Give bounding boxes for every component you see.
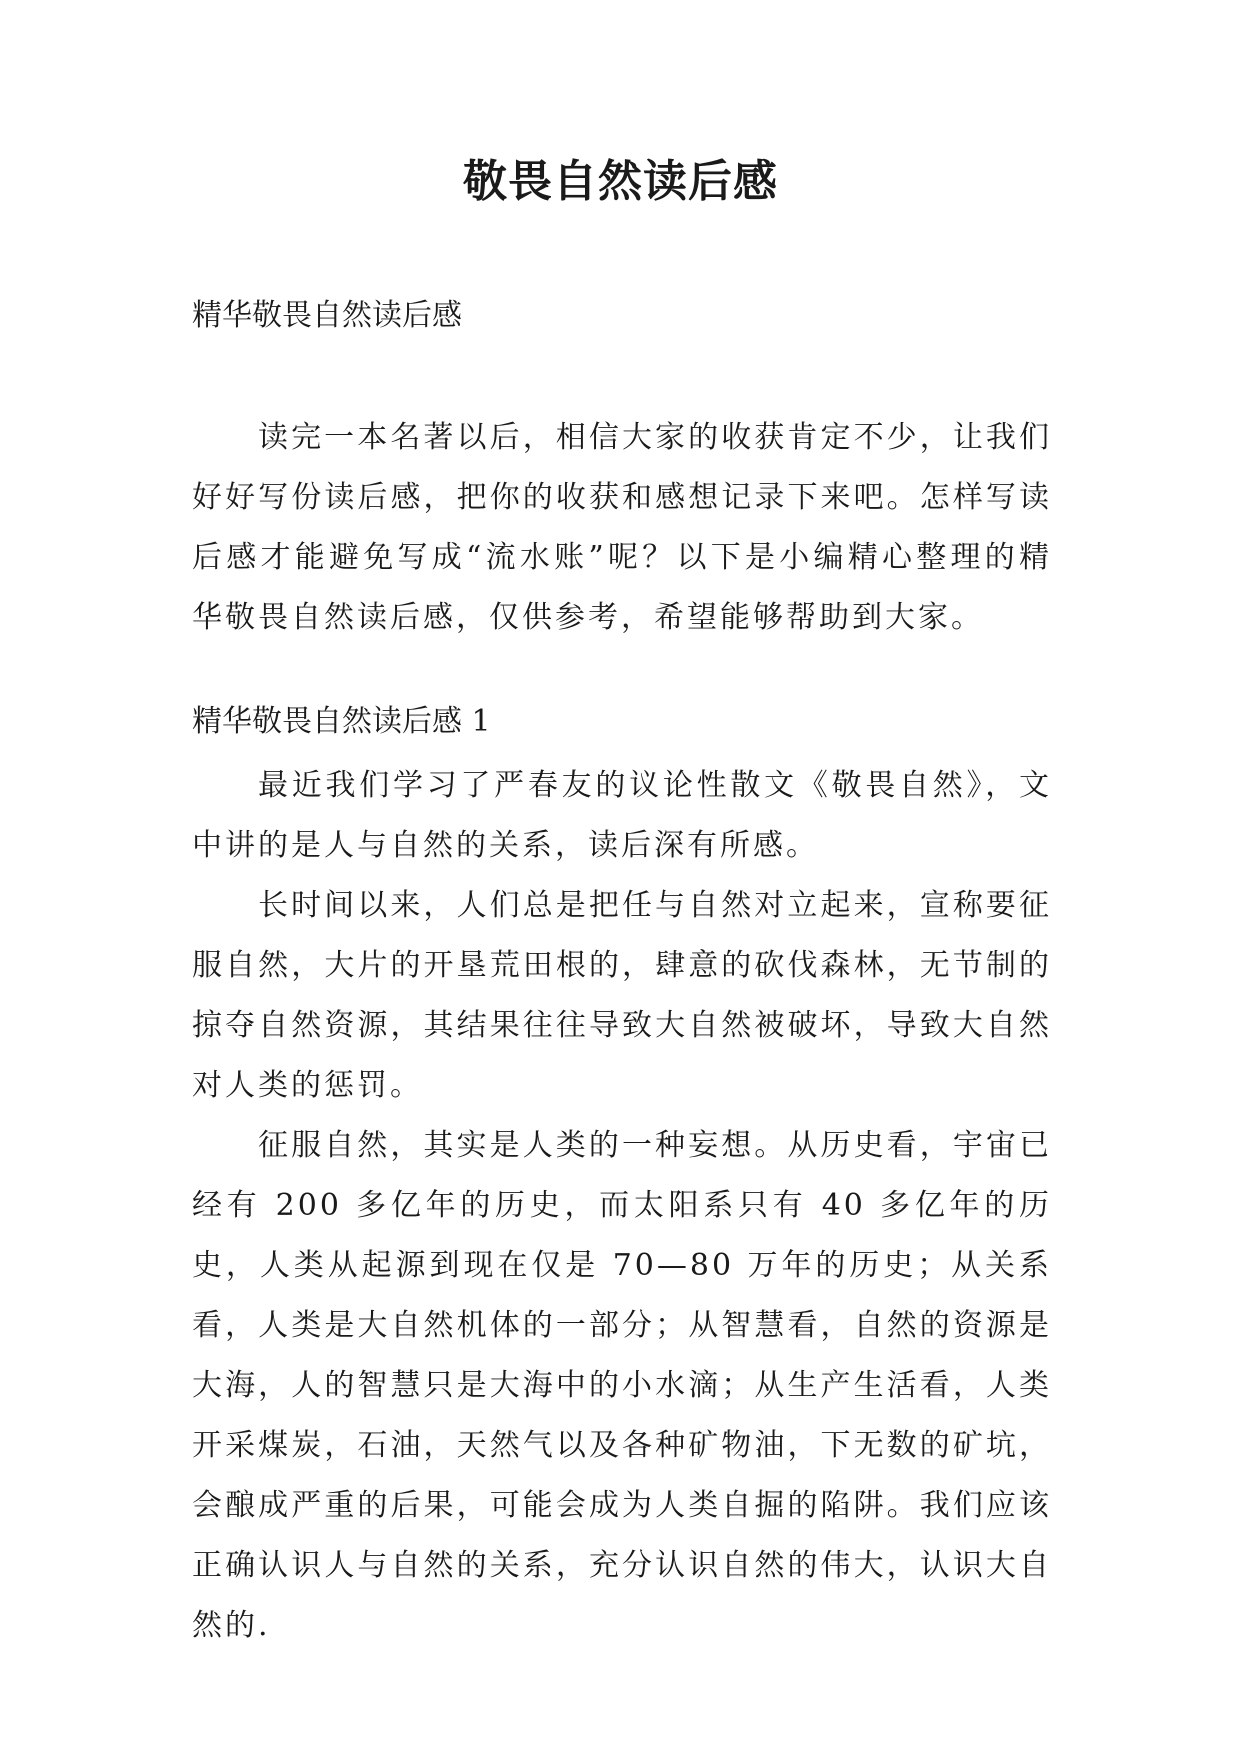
document-title: 敬畏自然读后感 (463, 156, 778, 207)
intro-paragraph: 读完一本名著以后，相信大家的收获肯定不少，让我们好好写份读后感，把你的收获和感想记录下来吧。怎样写读后感才能避免写成“流水账”呢？以下是小编精心整理的精华敬畏自然读后感，仅供参考，希望能够帮助到大家。 (192, 420, 1052, 635)
section-body (192, 756, 1052, 1656)
document-subtitle: 精华敬畏自然读后感 (192, 298, 462, 333)
section-heading: 精华敬畏自然读后感 1 (192, 704, 491, 739)
body-paragraph-3: 征服自然，其实是人类的一种妄想。从历史看，宇宙已经有 200 多亿年的历史，而太阳系只有 40 多亿年的历史，人类从起源到现在仅是 70—80 万年的历史；从关系看，人类是大自然机体的一部分；从智慧看，自然的资源是大海，人的智慧只是大海中的小水滴；从生产生活看，人类开采煤炭，石油，天然气以及各种矿物油，下无数的矿坑，会酿成严重的后果，可能会成为人类自掘的陷阱。我们应该正确认识人与自然的关系，充分认识自然的伟大，认识大自然的. (192, 1128, 1052, 1643)
body-paragraph-1: 最近我们学习了严春友的议论性散文《敬畏自然》，文中讲的是人与自然的关系，读后深有所感。 (192, 768, 1052, 863)
body-paragraph-2: 长时间以来，人们总是把任与自然对立起来，宣称要征服自然，大片的开垦荒田根的，肆意的砍伐森林，无节制的掠夺自然资源，其结果往往导致大自然被破坏，导致大自然对人类的惩罚。 (192, 888, 1052, 1103)
